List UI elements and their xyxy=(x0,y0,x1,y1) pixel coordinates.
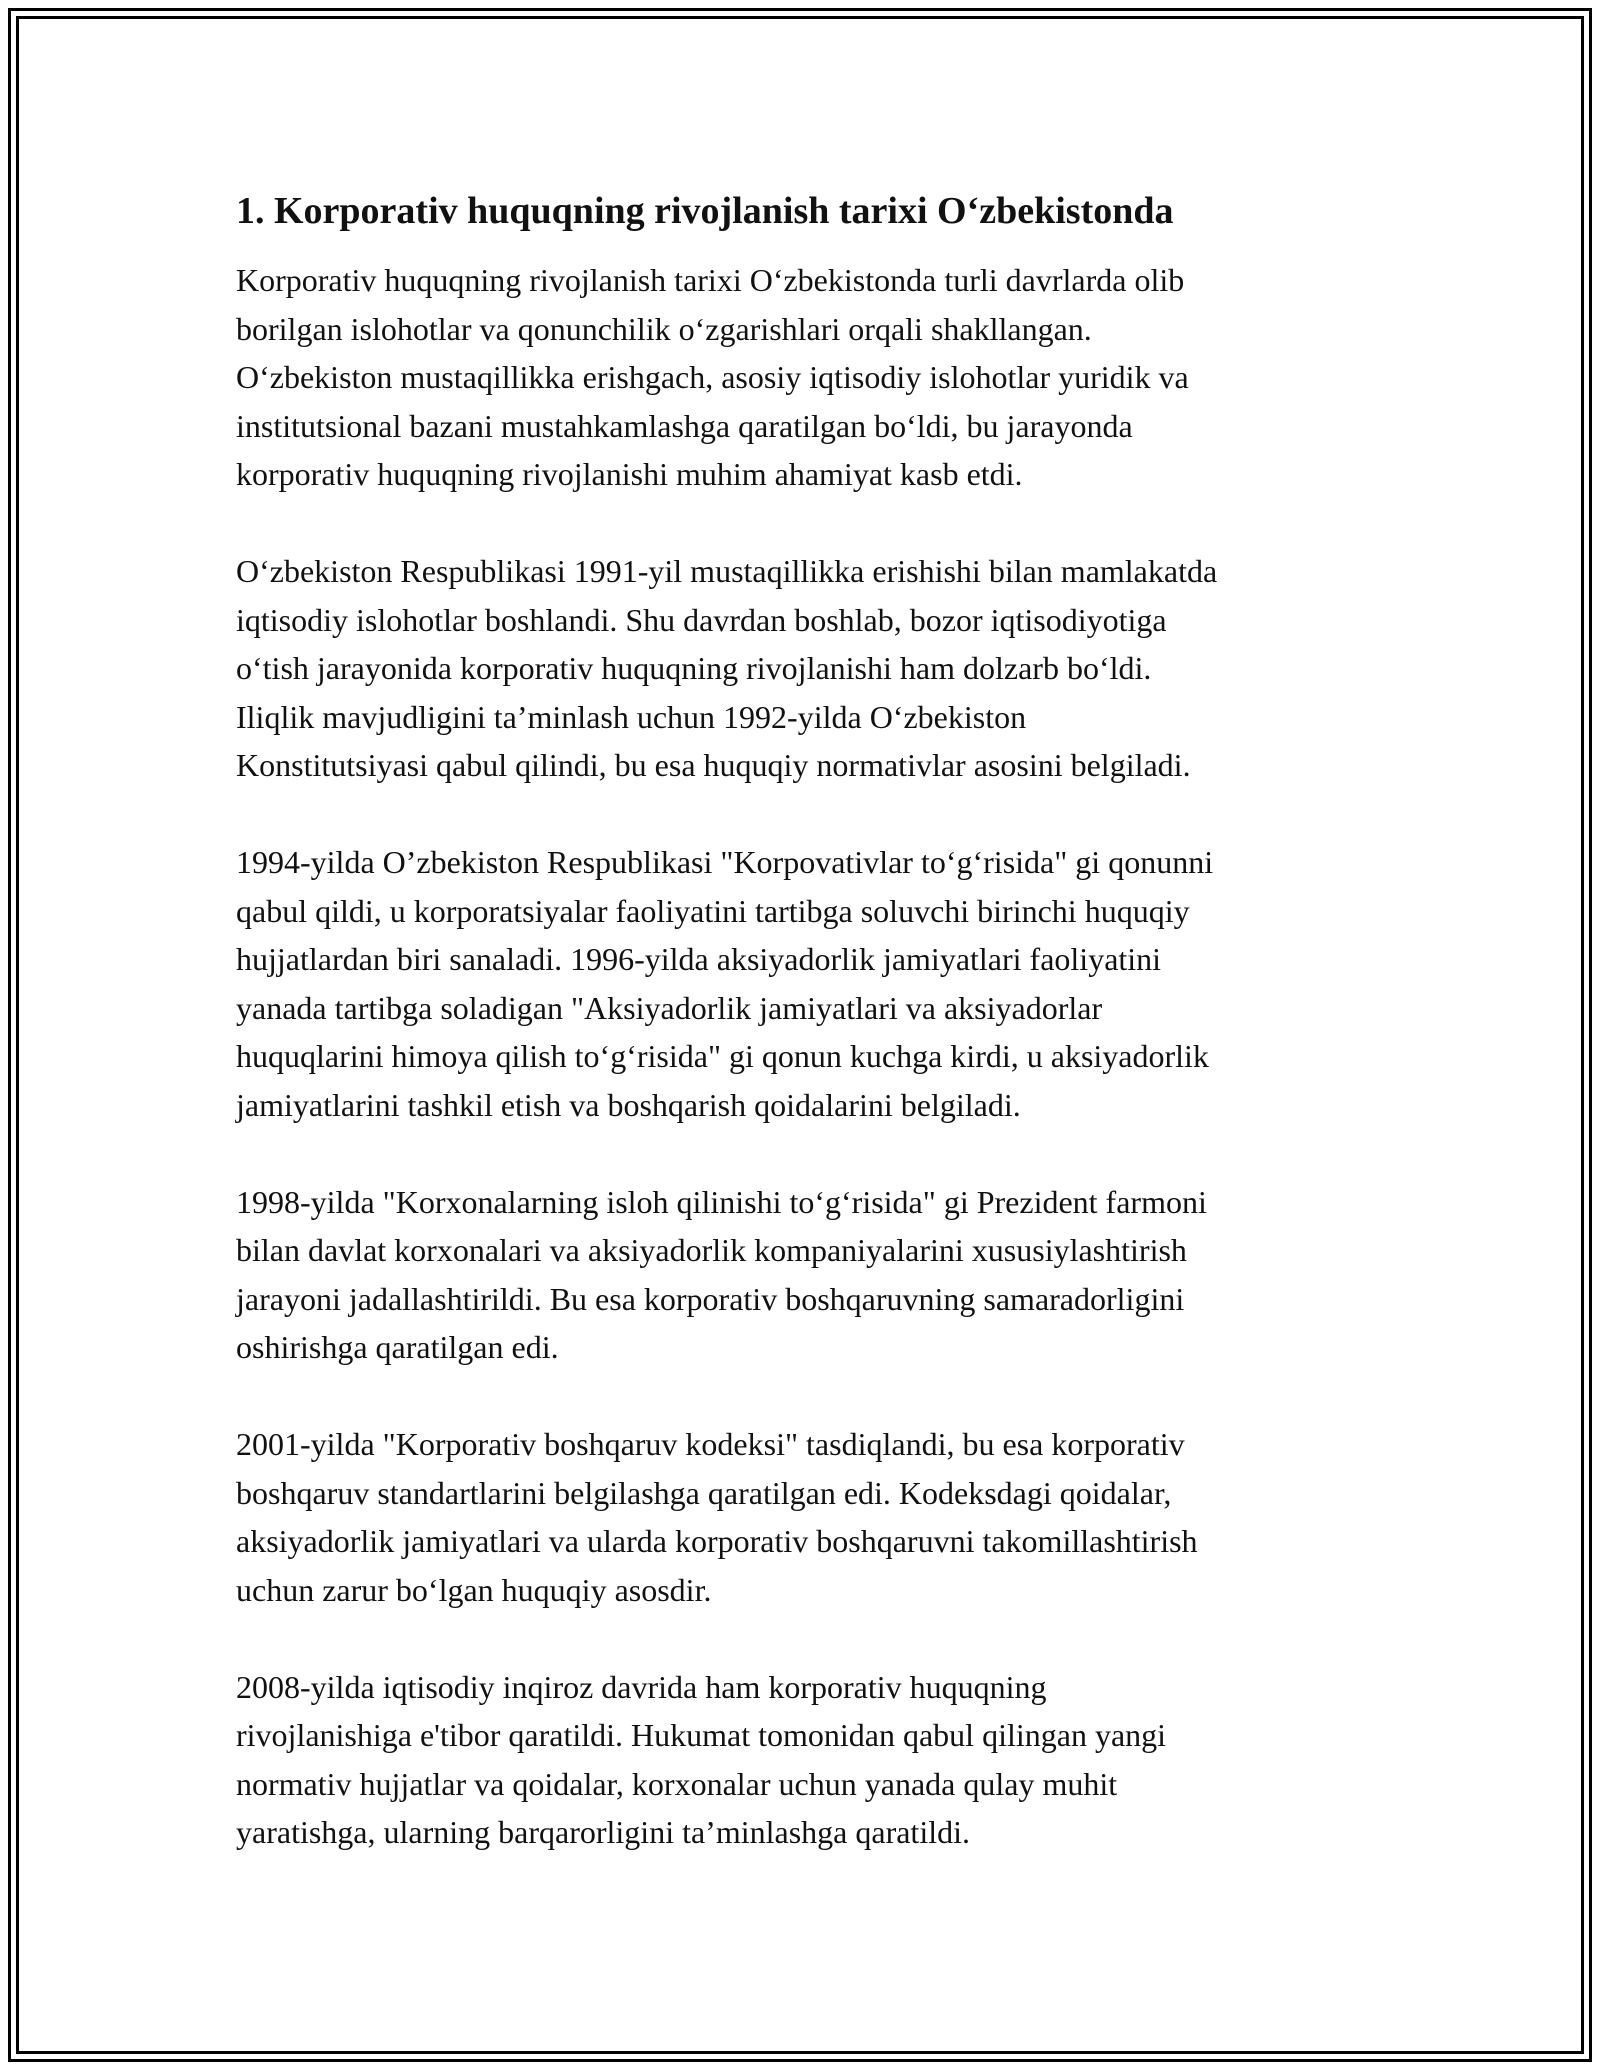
paragraph-3: 1994-yilda O’zbekiston Respublikasi "Korpovativlar to‘g‘risida" gi qonunni qabul qildi, u korporatsiyalar faoliyatini tartibga soluvchi birinchi huquqiy hujjatlardan biri sanaladi. 1996-yilda aksiyadorlik jamiyatlari faoliyatini yanada tartibga soladigan "Aksiyadorlik jamiyatlari va aksiyadorlar huquqlarini himoya qilish to‘g‘risida" gi qonun kuchga kirdi, u aksiyadorlik jamiyatlarini tashkil etish va boshqarish qoidalarini belgiladi. xyxy=(236,844,1214,1123)
paragraph-1: Korporativ huquqning rivojlanish tarixi O‘zbekistonda turli davrlarda olib borilgan islohotlar va qonunchilik o‘zgarishlari orqali shakllangan. O‘zbekiston mustaqillikka erishgach, asosiy iqtisodiy islohotlar yuridik va institutsional bazani mustahkamlashga qaratilgan bo‘ldi, bu jarayonda korporativ huquqning rivojlanishi muhim ahamiyat kasb etdi. xyxy=(236,262,1189,492)
document-body xyxy=(236,186,1386,1905)
page-title: 1. Korporativ huquqning rivojlanish tarixi O‘zbekistonda xyxy=(236,190,1174,232)
paragraph-4: 1998-yilda "Korxonalarning isloh qilinishi to‘g‘risida" gi Prezident farmoni bilan davlat korxonalari va aksiyadorlik kompaniyalarini xususiylashtirish jarayoni jadallashtirildi. Bu esa korporativ boshqaruvning samaradorligini oshirishga qaratilgan edi. xyxy=(236,1183,1207,1365)
paragraph-2: O‘zbekiston Respublikasi 1991-yil mustaqillikka erishishi bilan mamlakatda iqtisodiy islohotlar boshlandi. Shu davrdan boshlab, bozor iqtisodiyotiga o‘tish jarayonida korporativ huquqning rivojlanishi ham dolzarb bo‘ldi. Iliqlik mavjudligini ta’minlash uchun 1992-yilda O‘zbekiston Konstitutsiyasi qabul qilindi, bu esa huquqiy normativlar asosini belgiladi. xyxy=(236,553,1218,783)
paragraph-6: 2008-yilda iqtisodiy inqiroz davrida ham korporativ huquqning rivojlanishiga e'tibor qaratildi. Hukumat tomonidan qabul qilingan yangi normativ hujjatlar va qoidalar, korxonalar uchun yanada qulay muhit yaratishga, ularning barqarorligini ta’minlashga qaratildi. xyxy=(236,1668,1167,1850)
paragraph-5: 2001-yilda "Korporativ boshqaruv kodeksi" tasdiqlandi, bu esa korporativ boshqaruv standartlarini belgilashga qaratilgan edi. Kodeksdagi qoidalar, aksiyadorlik jamiyatlari va ularda korporativ boshqaruvni takomillashtirish uchun zarur bo‘lgan huquqiy asosdir. xyxy=(236,1426,1198,1608)
